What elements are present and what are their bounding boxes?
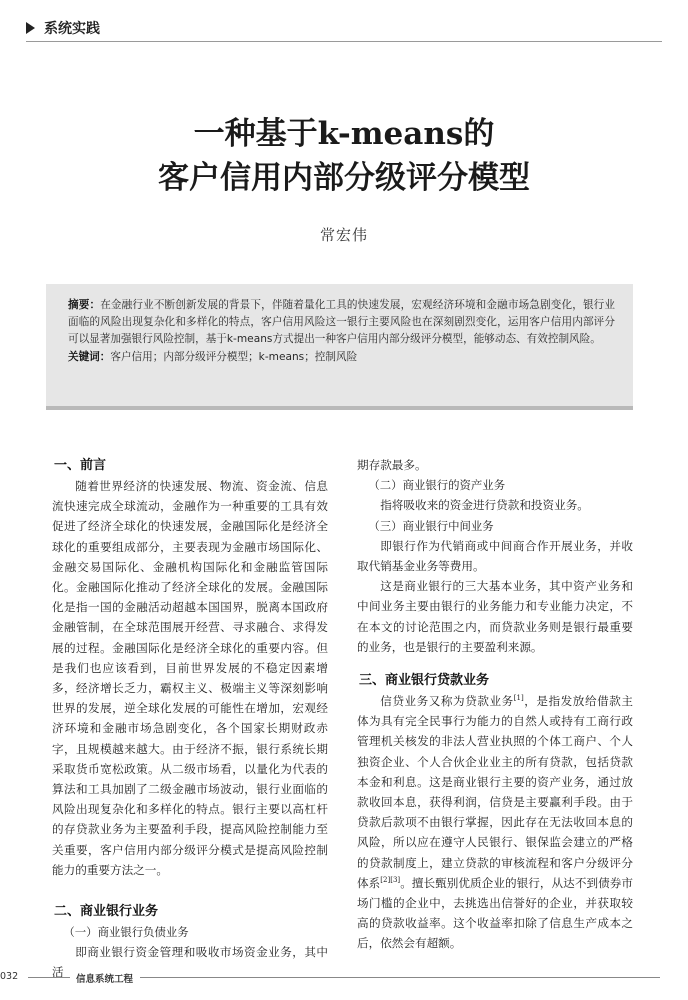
paragraph: 指将吸收来的资金进行贷款和投资业务。 xyxy=(380,498,589,513)
author: 常宏伟 xyxy=(319,226,368,244)
subheading-intermediary-business: （三）商业银行中间业务 xyxy=(368,518,494,533)
keywords xyxy=(68,349,615,366)
abstract-text: 在金融行业不断创新发展的背景下，伴随着量化工具的快速发展，宏观经济环境和金融市场急剧变化，银行业面临的风险出现复杂化和多样化的特点，客户信用风险这一银行主要风险也在深刻剧烈变化，运用客户信用内部评分可以显著加强银行风险控制，基于k-means方式提出一种客户信用内部分级评分模型，能够动态、有效控制风险。 xyxy=(68,299,615,346)
page-number: 032 xyxy=(0,971,19,982)
left-column xyxy=(52,456,328,983)
header-rule xyxy=(26,41,662,42)
paragraph: 期存款最多。 xyxy=(357,458,427,472)
abstract-box xyxy=(46,284,633,410)
section-tag-label: 系统实践 xyxy=(44,21,100,37)
article-title xyxy=(0,112,688,200)
paragraph xyxy=(357,691,633,954)
heading-loan-business: 三、商业银行贷款业务 xyxy=(359,673,490,689)
paragraph-text: 信贷业务又称为贷款业务 xyxy=(380,694,514,709)
section-tag xyxy=(26,18,100,38)
subheading-liability-business: （一）商业银行负债业务 xyxy=(63,925,189,940)
triangle-marker-icon xyxy=(26,22,35,34)
heading-bank-business: 二、商业银行业务 xyxy=(54,904,159,920)
abstract-label: 摘要： xyxy=(68,299,101,311)
right-column xyxy=(357,455,633,954)
subheading-asset-business: （二）商业银行的资产业务 xyxy=(368,478,506,493)
footer-rule xyxy=(28,977,70,978)
paragraph: 即商业银行资金管理和吸收市场资金业务，其中活 xyxy=(52,945,328,980)
paragraph: 这是商业银行的三大基本业务，其中资产业务和中间业务主要由银行的业务能力和专业能力决定，不在本文的讨论范围之内，而贷款业务则是银行最重要的业务，也是银行的主要盈利来源。 xyxy=(357,579,633,654)
paragraph-text: 。擅长甄别优质企业的银行，从达不到债券市场门槛的企业中，去挑选出信誉好的企业，并获取较高的贷款收益率。这个收益率扣除了信息生产成本之后，依然会有超额。 xyxy=(357,875,633,951)
journal-name: 信息系统工程 xyxy=(76,974,134,985)
title-line-1: 一种基于k-means的 xyxy=(193,116,495,152)
paragraph-text: ，是指发放给借款主体为具有完全民事行为能力的自然人或持有工商行政管理机关核发的非法人营业执照的个体工商户、个人独资企业、个人合伙企业业主的所有贷款，包括贷款本金和利息。这是商业银行主要的资产业务，通过放款收回本息，获得利润，信贷是主要赢利手段。由于贷款后款项不由银行掌握，因此存在无法收回本息的风险，所以应在遵守人民银行、银保监会建立的严格的贷款制度上，建立贷款的审核流程和客户分级评分体系 xyxy=(357,694,633,890)
paragraph: 随着世界经济的快速发展、物流、资金流、信息流快速完成全球流动，金融作为一种重要的工具有效促进了经济全球化的快速发展，金融国际化是经济全球化的重要组成部分，主要表现为金融市场国际化、金融交易国际化、金融机构国际化和金融监管国际化。金融国际化推动了经济全球化的发展。金融国际化是指一国的金融活动超越本国国界，脱离本国政府金融管制，在全球范围展开经营、寻求融合、求得发展的过程。金融国际化是经济全球化的重要内容。但是我们也应该看到，目前世界发展的不稳定因素增多，经济增长乏力，霸权主义、极端主义等深刻影响世界的发展，逆全球化发展的可能性在增加，宏观经济环境和金融市场急剧变化，各个国家长期财政赤字，且规模越来越大。由于经济不振，银行系统长期采取货币宽松政策。从二级市场看，以量化为代表的算法和工具加剧了二级金融市场波动，银行业面临的风险出现复杂化和多样化的特点。银行主要以高杠杆的存贷款业务为主要盈利手段，提高风险控制能力至关重要，客户信用内部分级评分模式是提高风险控制能力的重要方法之一。 xyxy=(52,479,328,877)
heading-preface: 一、前言 xyxy=(54,458,107,473)
keywords-label: 关键词： xyxy=(68,350,111,363)
title-line-2: 客户信用内部分级评分模型 xyxy=(158,160,530,196)
keywords-text: 客户信用；内部分级评分模型；k-means；控制风险 xyxy=(110,350,358,363)
citation: [1] xyxy=(513,694,524,703)
paragraph: 即银行作为代销商或中间商合作开展业务，并收取代销基金业务等费用。 xyxy=(357,538,633,574)
abstract xyxy=(68,297,615,349)
footer-rule xyxy=(140,977,660,978)
citation: [2][3] xyxy=(380,876,401,884)
